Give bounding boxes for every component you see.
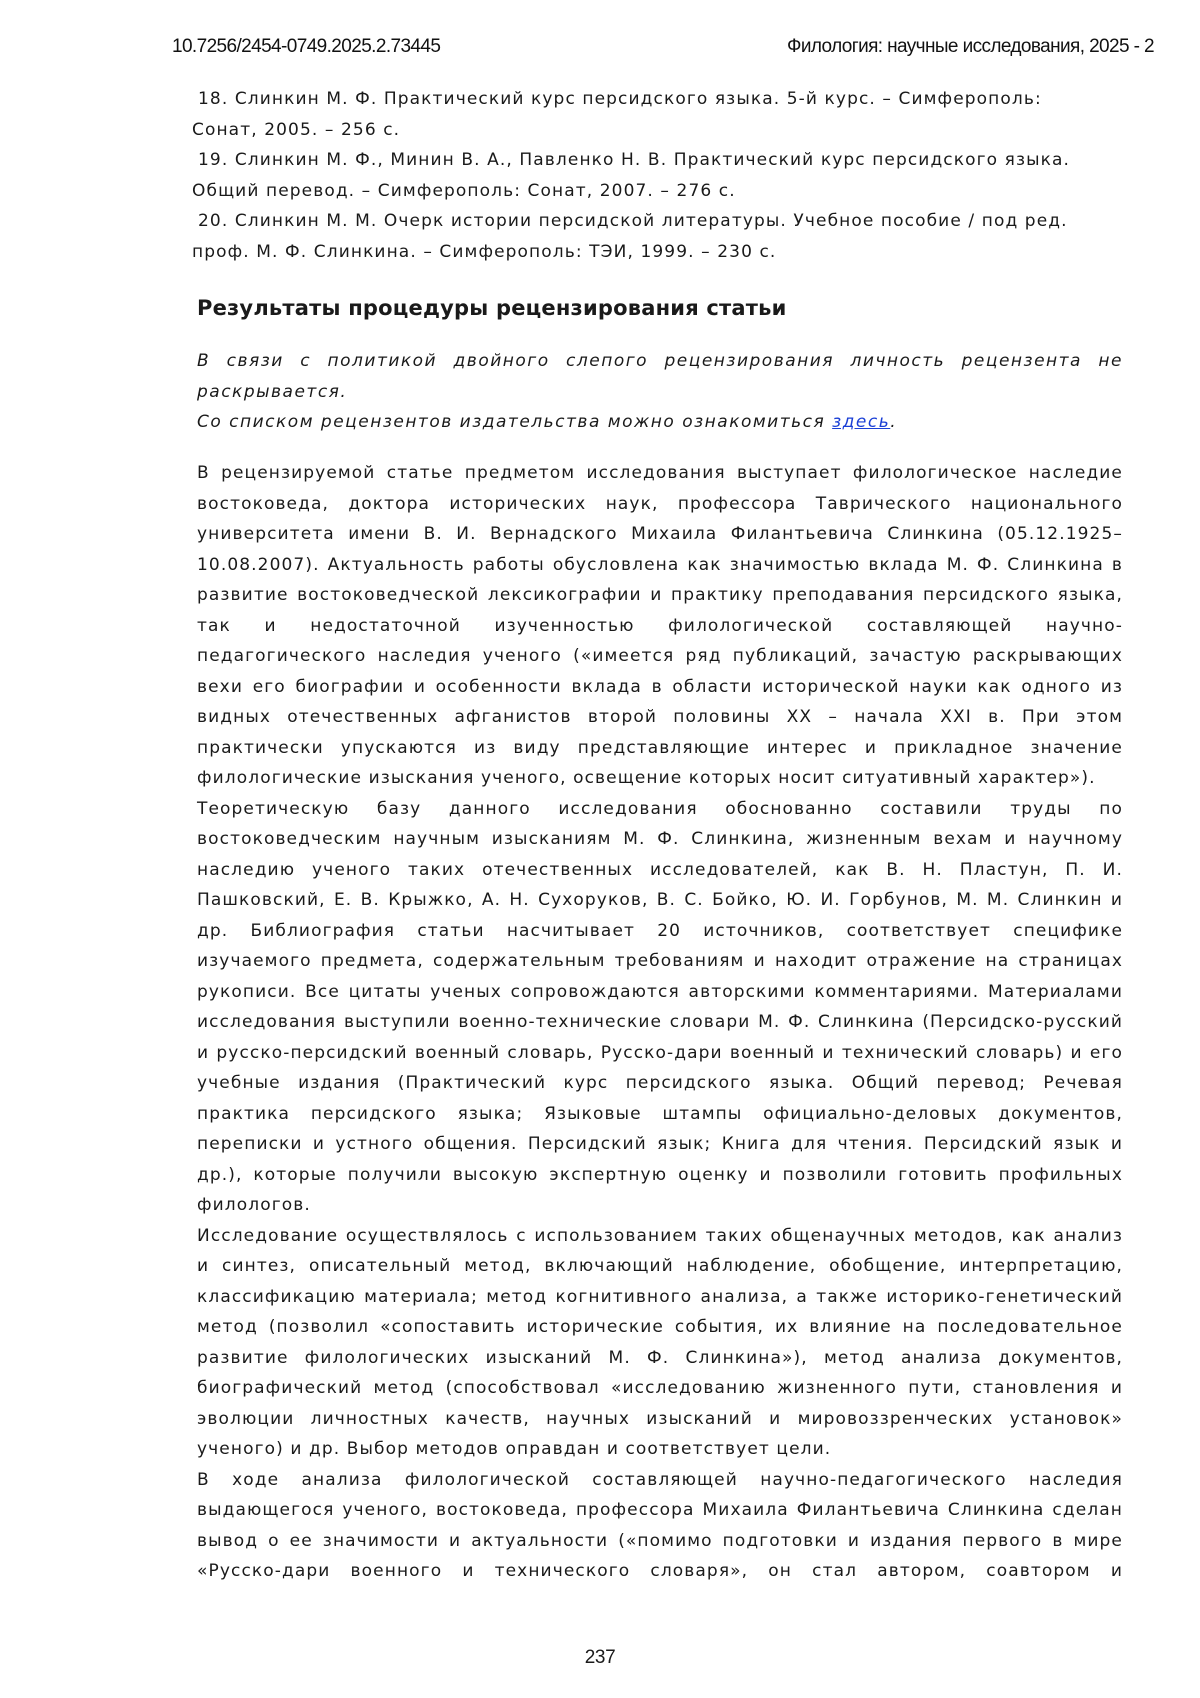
review-paragraph: Теоретическую базу данного исследования обоснованно составили труды по востоковедческим научным изысканиям М. Ф. Слинкина, жизненным вехам и научному наследию ученого таких отечественных исследователей, как В. Н. Пластун, П. И. Пашковский, Е. В. Крыжко, А. Н. Сухоруков, В. С. Бойко, Ю. И. Горбунов, М. М. Слинкин и др. Библиография статьи насчитывает 20 источников, соответствует специфике изучаемого предмета, содержательным требованиям и находит отражение на страницах рукописи. Все цитаты ученых сопровождаются авторскими комментариями. Материалами исследования выступили военно-технические словари М. Ф. Слинкина (Персидско-русский и русско-персидский военный словарь, Русско-дари военный и технический словарь) и его учебные издания (Практический курс персидского языка. Общий перевод; Речевая практика персидского языка; Языковые штампы официально-деловых документов, переписки и устного общения. Персидский язык; Книга для чтения. Персидский язык и др.), которые получили высокую экспертную оценку и позволили готовить профильных филологов. — [197, 798, 1123, 1215]
reference-item: 18. Слинкин М. Ф. Практический курс персидского языка. 5-й курс. – Симферополь: Сонат, 2005. – 256 с. — [192, 89, 1042, 140]
reference-list — [192, 84, 1092, 267]
reference-item: 20. Слинкин М. М. Очерк истории персидской литературы. Учебное пособие / под ред. проф. М. Ф. Слинкина. – Симферополь: ТЭИ, 1999. – 230 с. — [192, 211, 1068, 262]
review-note-period: . — [890, 412, 898, 432]
doi: 10.7256/2454-0749.2025.2.73445 — [172, 36, 441, 57]
reference-item: 19. Слинкин М. Ф., Минин В. А., Павленко Н. В. Практический курс персидского языка. Общий перевод. – Симферополь: Сонат, 2007. – 276 с. — [192, 150, 1071, 201]
review-note — [197, 346, 1123, 438]
journal-title: Филология: научные исследования, 2025 - 2 — [786, 36, 1154, 57]
review-paragraph: В рецензируемой статье предметом исследования выступает филологическое наследие востоковеда, доктора исторических наук, профессора Таврического национального университета имени В. И. Вернадского Михаила Филантьевича Слинкина (05.12.1925–10.08.2007). Актуальность работы обусловлена как значимостью вклада М. Ф. Слинкина в развитие востоковедческой лексикографии и практику преподавания персидского языка, так и недостаточной изученностью филологической составляющей научно-педагогического наследия ученого («имеется ряд публикаций, зачастую раскрывающих вехи его биографии и особенности вклада в области исторической науки как одного из видных отечественных афганистов второй половины XX – начала XXI в. При этом практически упускаются из виду представляющие интерес и прикладное значение филологические изыскания ученого, освещение которых носит ситуативный характер»). — [197, 463, 1123, 788]
review-paragraph: В ходе анализа филологической составляющей научно-педагогического наследия выдающегося ученого, востоковеда, профессора Михаила Филантьевича Слинкина сделан вывод о ее значимости и актуальности («помимо подготовки и издания первого в мире «Русско-дари военного и технического словаря», он стал автором, соавтором и — [197, 1469, 1123, 1581]
review-note-text: Со списком рецензентов издательства можно ознакомиться — [197, 412, 833, 432]
review-note-line: В связи с политикой двойного слепого рецензирования личность рецензента не раскрывается. — [197, 351, 1123, 402]
review-body — [197, 458, 1123, 1587]
section-title: Результаты процедуры рецензирования статьи — [197, 296, 787, 320]
page-header — [172, 36, 1154, 60]
reviewers-link[interactable]: здесь — [832, 412, 891, 432]
review-note-line — [197, 407, 1123, 438]
page-number: 237 — [584, 1647, 616, 1668]
review-paragraph: Исследование осуществлялось с использованием таких общенаучных методов, как анализ и синтез, описательный метод, включающий наблюдение, обобщение, интерпретацию, классификацию материала; метод когнитивного анализа, а также историко-генетический метод (позволил «сопоставить исторические события, их влияние на последовательное развитие филологических изысканий М. Ф. Слинкина»), метод анализа документов, биографический метод (способствовал «исследованию жизненного пути, становления и эволюции личностных качеств, научных изысканий и мировоззренческих установок» ученого) и др. Выбор методов оправдан и соответствует цели. — [197, 1225, 1123, 1459]
